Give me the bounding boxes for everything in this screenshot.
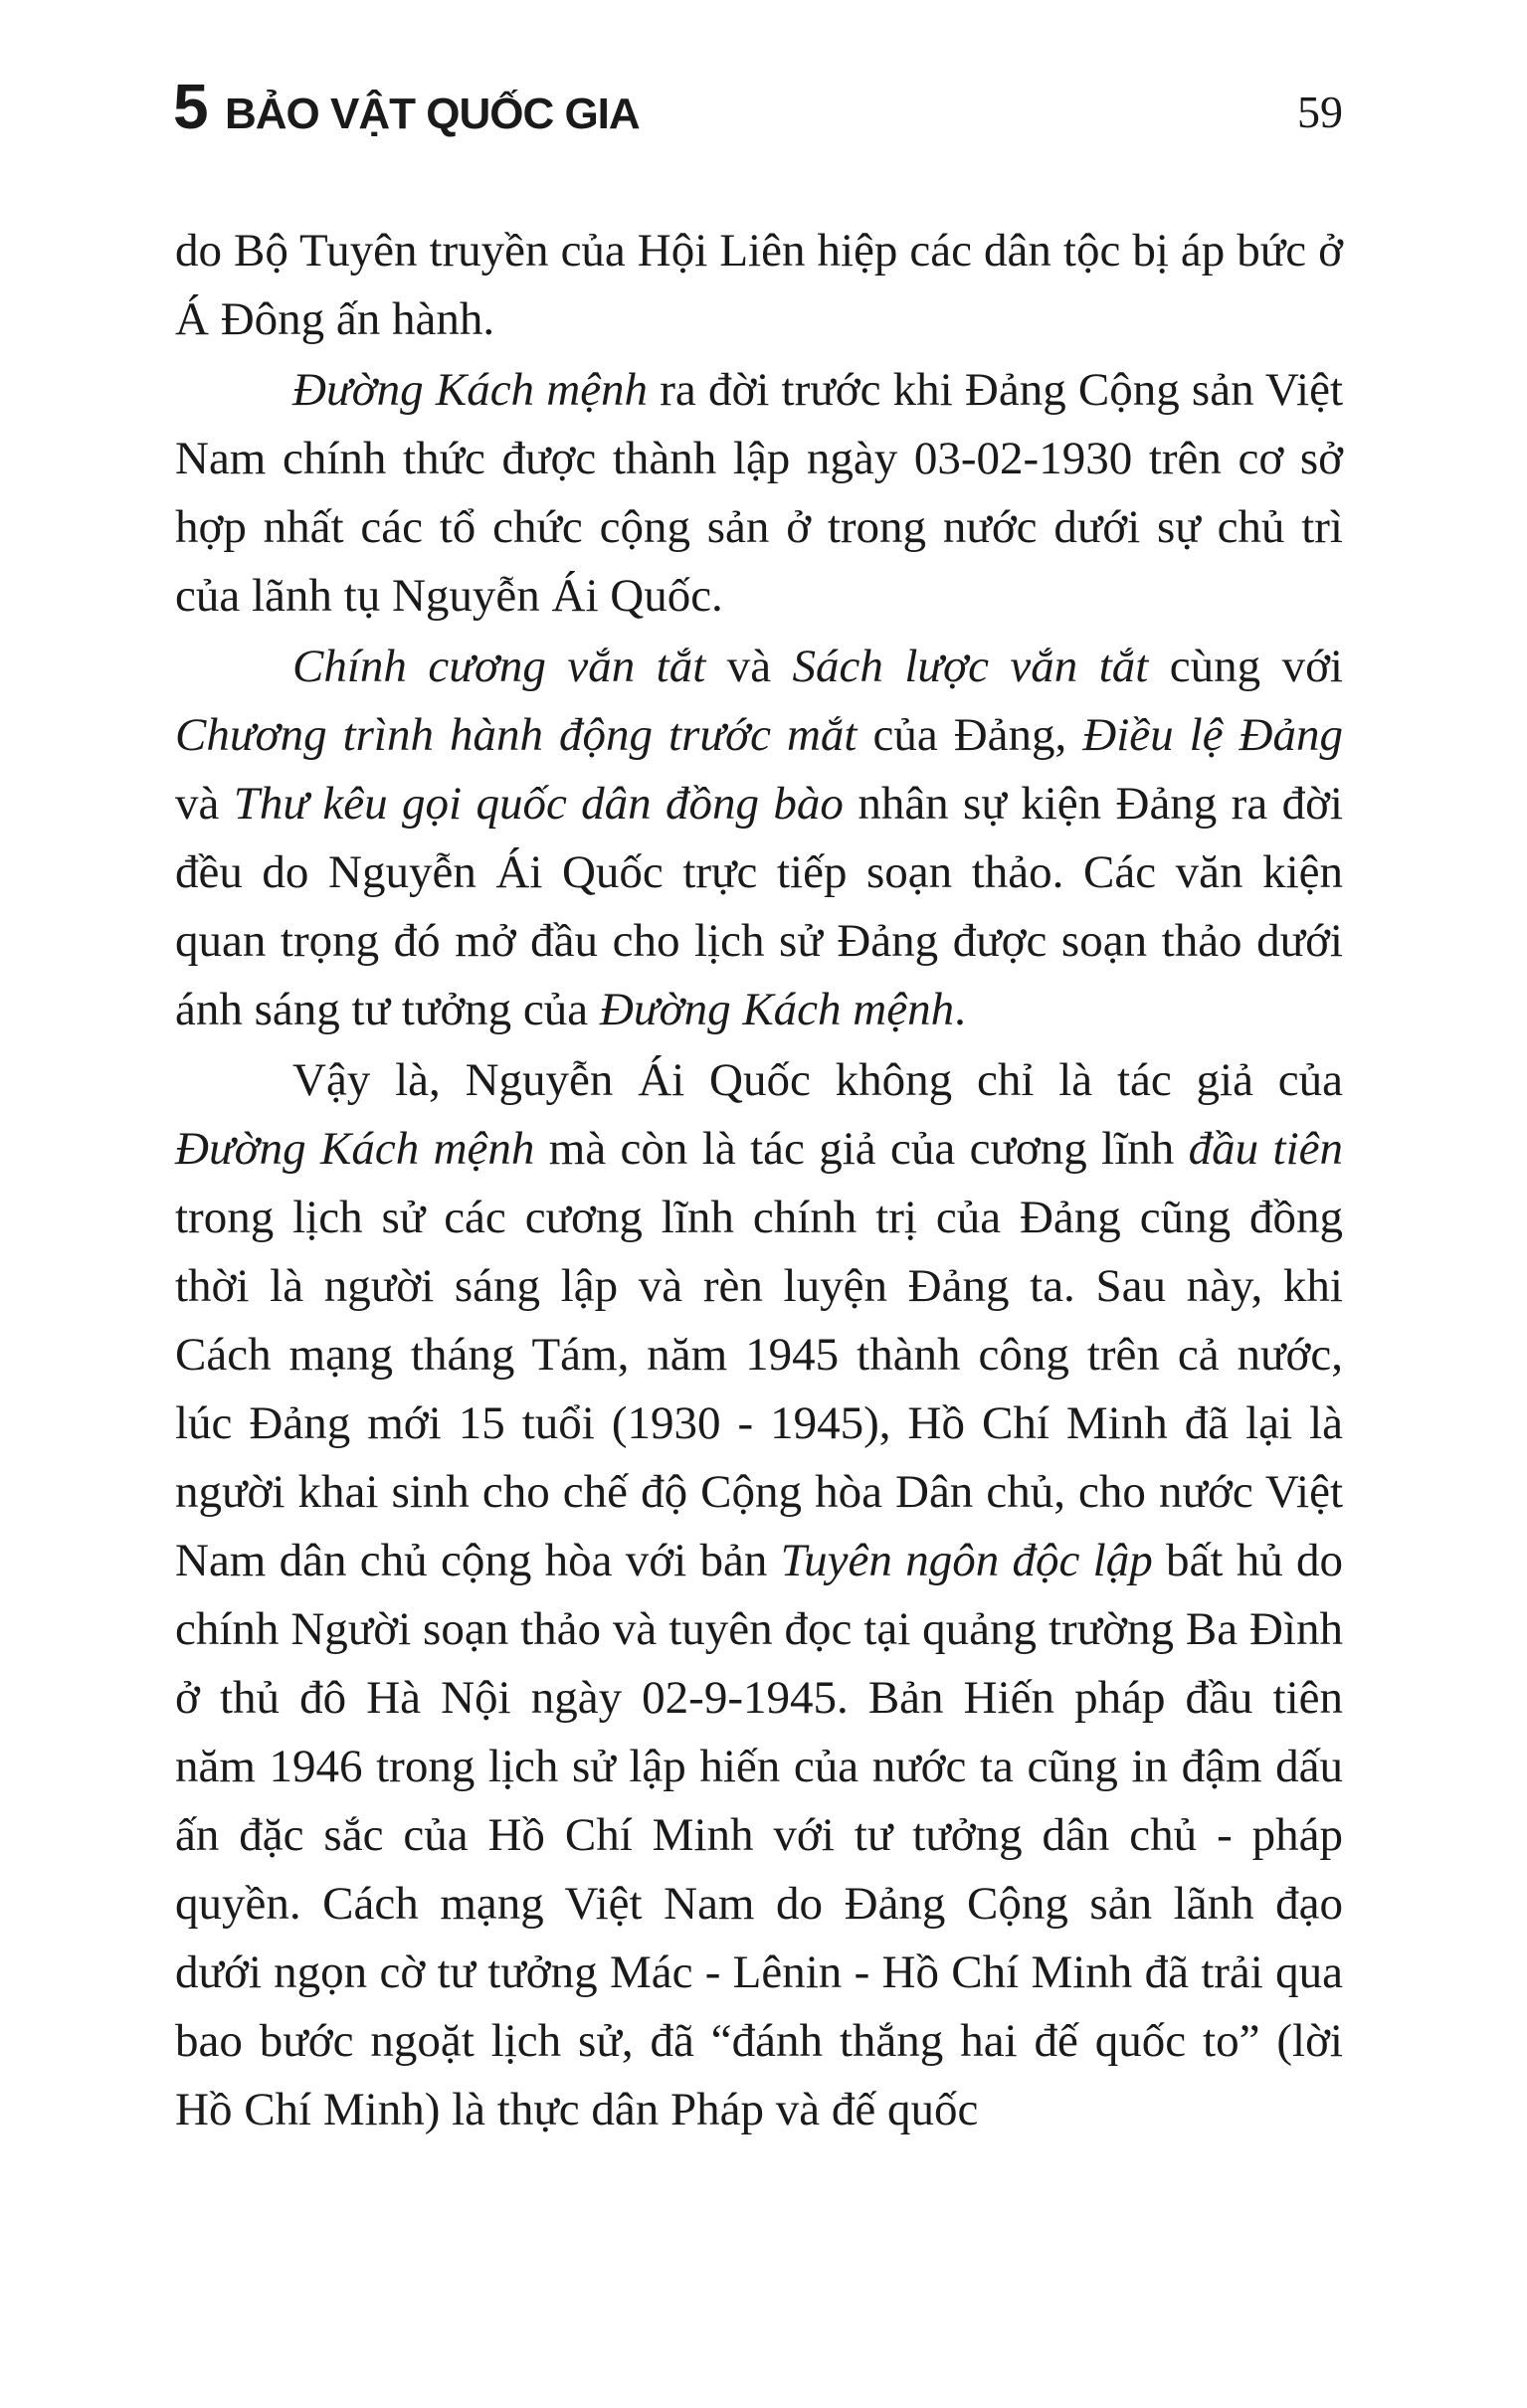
- running-header: [173, 62, 1343, 151]
- italic-title-text: Tuyên ngôn độc lập: [780, 1535, 1153, 1586]
- italic-title-text: Sách lược vắn tắt: [792, 641, 1149, 692]
- text-run: nhân sự kiện Đảng ra đời đều do Nguyễn Ái Quốc trực tiếp soạn thảo. Các văn kiện quan trọng đó mở đầu cho lịch sử Đảng được soạn thảo dưới ánh sáng tư tưởng của: [175, 778, 1343, 1035]
- paragraph: [175, 217, 1343, 354]
- text-run: của Đảng,: [857, 709, 1083, 761]
- italic-title-text: Chương trình hành động trước mắt: [175, 709, 858, 761]
- text-run: cùng với: [1148, 641, 1343, 692]
- text-run: ra đời trước khi Đảng Cộng sản Việt Nam chính thức được thành lập ngày 03-02-1930 trên cơ sở hợp nhất các tổ chức cộng sản ở trong nước dưới sự chủ trì của lãnh tụ Nguyễn Ái Quốc.: [175, 364, 1344, 622]
- italic-title-text: Đường Kách mệnh: [599, 984, 955, 1035]
- text-run: mà còn là tác giả của cương lĩnh: [534, 1123, 1189, 1175]
- text-run: .: [954, 984, 966, 1035]
- text-run: do Bộ Tuyên truyền của Hội Liên hiệp các dân tộc bị áp bức ở Á Đông ấn hành.: [175, 225, 1343, 345]
- paragraph: [175, 1046, 1343, 2144]
- italic-title-text: Chính cương vắn tắt: [292, 641, 706, 692]
- italic-title-text: Điều lệ Đảng: [1082, 709, 1344, 761]
- chapter-title: BẢO VẬT QUỐC GIA: [225, 90, 640, 138]
- chapter-number: 5: [173, 71, 209, 142]
- paragraph: [175, 356, 1343, 631]
- italic-title-text: Đường Kách mệnh: [175, 1123, 535, 1175]
- text-run: và: [705, 641, 793, 692]
- italic-title-text: đầu tiên: [1188, 1123, 1343, 1175]
- text-run: trong lịch sử các cương lĩnh chính trị của Đảng cũng đồng thời là người sáng lập và rèn luyện Đảng ta. Sau này, khi Cách mạng tháng Tám, năm 1945 thành công trên cả nước, lúc Đảng mới 15 tuổi (1930 - 1945), Hồ Chí Minh đã lại là người khai sinh cho chế độ Cộng hòa Dân chủ, cho nước Việt Nam dân chủ cộng hòa với bản: [175, 1192, 1343, 1586]
- text-run: và: [175, 778, 234, 830]
- text-run: Vậy là, Nguyễn Ái Quốc không chỉ là tác giả của: [292, 1054, 1343, 1106]
- text-run: bất hủ do chính Người soạn thảo và tuyên đọc tại quảng trường Ba Đình ở thủ đô Hà Nội ngày 02-9-1945. Bản Hiến pháp đầu tiên năm 1946 trong lịch sử lập hiến của nước ta cũng in đậm dấu ấn đặc sắc của Hồ Chí Minh với tư tưởng dân chủ - pháp quyền. Cách mạng Việt Nam do Đảng Cộng sản lãnh đạo dưới ngọn cờ tư tưởng Mác - Lênin - Hồ Chí Minh đã trải qua bao bước ngoặt lịch sử, đã “đánh thắng hai đế quốc to” (lời Hồ Chí Minh) là thực dân Pháp và đế quốc: [175, 1535, 1344, 2135]
- italic-title-text: Đường Kách mệnh: [292, 364, 649, 416]
- page-number: 59: [1297, 87, 1343, 137]
- paragraph: [175, 633, 1343, 1044]
- italic-title-text: Thư kêu gọi quốc dân đồng bào: [233, 778, 844, 830]
- body-text: [175, 217, 1343, 2144]
